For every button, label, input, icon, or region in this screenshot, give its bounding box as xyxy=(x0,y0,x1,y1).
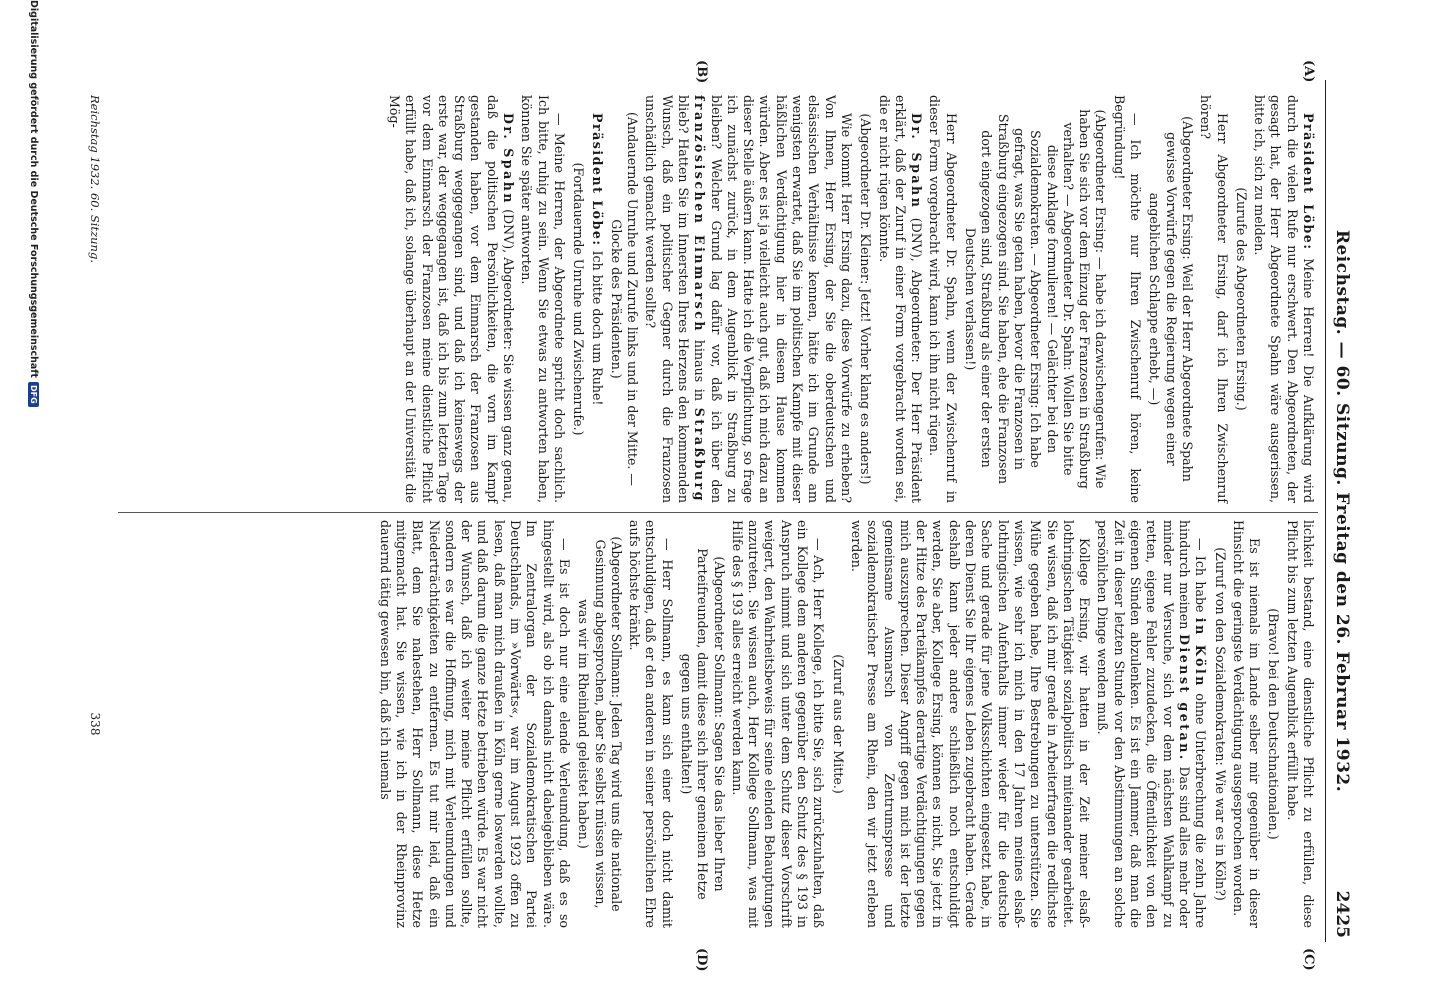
paragraph: Es ist niemals im Lande selber mir gegenüber in dieser Hinsicht die geringste Verdächtigung ausgesprochen worden. xyxy=(1230,520,1263,928)
interjection: (Zuruf von den Sozialdemokraten: Wie war es in Köln?) xyxy=(1212,547,1228,901)
digitization-text: Digitalisierung gefördert durch die Deutsche Forschungsgemeinschaft xyxy=(28,0,39,378)
paragraph xyxy=(386,95,516,503)
interjection: (Andauernde Unruhe und Zurufe links und in der Mitte. — Glocke des Präsidenten.) xyxy=(608,111,641,487)
margin-mark-b: (B) xyxy=(694,60,709,84)
paragraph-text: (DNV), Abgeordneter: Sie wissen ganz genau, daß die politischen Persönlichkeiten, die vorn im Kampf gestanden haben, vor dem Einmarsch der Franzosen aus Straßburg weggegangen sind, und daß ich keineswegs der erste war, der weggegangen ist, daß ich bis zum letzten Tage vor dem Einmarsch der Franzosen meine dienstliche Pflicht erfüllt habe, daß ich, solange überhaupt an der Universität die Mög- xyxy=(386,95,517,503)
paragraph: — Es ist doch nur eine elende Verleumdung, daß es so hingestellt wird, als ob ich damals nicht dabeigeblieben wäre. Im Zentralorgan der Sozialdemokratischen Partei Deutschlands, im »Vorwärts«, war im August 1923 offen zu lesen, daß man mich draußen in Köln gerne loswerden wollte, und daß darum die ganze Hetze betrieben würde. Es war nicht der Wunsch, daß ich weiter meine Pflicht erfüllen sollte, sondern es war die Hoffnung, mich mit Verleumdungen und Niederträchtigkeiten zu entfernen. Es tut mir leid, daß ein Blatt, dem Sie nahestehen, Herr Sollmann, diese Hetze mitgemacht hat. Sie wissen, wie ich in der Rheinprovinz dauernd tätig gewesen bin, daß ich niemals xyxy=(377,520,572,928)
paragraph-text: blieb? Hatten Sie im Innersten Ihres Herzens den kommenden Wunsch, daß ein politischer Gegner durch die Franzosen unschädlich gemacht werden sollte? xyxy=(643,95,692,503)
paragraph xyxy=(1251,95,1316,503)
speaker-name: Dr. Spahn xyxy=(909,113,925,210)
paragraph: Herr Abgeordneter Ersing, darf ich Ihren Zwischenruf hören? xyxy=(1198,95,1230,503)
paragraph: Herr Abgeordneter Dr. Spahn, wenn der Zwischenruf in dieser Form vorgebracht wird, kann ich ihn nicht rügen. xyxy=(927,95,959,503)
interjection: (Abgeordneter Dr. Kleiner: Jetzt! Vorher klang es anders!) xyxy=(858,113,874,485)
paragraph: — Ach, Herr Kollege, ich bitte Sie, sich zurückzuhalten, daß ein Kollege dem anderen gegenüber den Schutz des § 193 in Anspruch nimmt und sich unter dem Schutz dieser Vorschrift weigert, den Wahrheitsbeweis für seine elenden Behauptungen anzutreten. Sie wissen auch, Herr Kollege Sollmann, was mit Hilfe des § 193 alles erreicht werden kann. xyxy=(729,520,827,928)
column-divider xyxy=(118,512,1318,513)
paragraph xyxy=(588,95,604,503)
margin-mark-a: (A) xyxy=(1301,60,1316,83)
margin-mark-d: (D) xyxy=(694,948,709,972)
page-number: 2425 xyxy=(1332,890,1352,938)
emphasis: in Köln xyxy=(1193,617,1209,688)
right-column xyxy=(374,520,1316,928)
paragraph: — Herr Sollmann, es kann sich einer doch nicht damit entschuldigen, daß er den anderen in seiner persönlichen Ehre aufs höchste kränkt. xyxy=(627,520,675,928)
speaker-name: Präsident Löbe: xyxy=(1301,113,1316,251)
paragraph: — Meine Herren, der Abgeordnete spricht doch sachlich. Ich bitte, ruhig zu sein. Wenn Sie etwas zu antworten haben, können Sie später antworten. xyxy=(519,95,567,503)
interjection: (Zuruf aus der Mitte.) xyxy=(830,654,846,794)
emphasis: Dienst getan. xyxy=(1176,634,1192,762)
page-header xyxy=(1325,80,1356,942)
paragraph: Kollege Ersing, wir hatten in der Zeit meiner elsaß-lothringischen Tätigkeit sozialpolitisch miteinander gearbeitet. Sie wissen, daß ich mir gerade in Arbeiterfragen die redlichste Mühe gegeben habe, Ihre Bestrebungen zu unterstützen. Sie wissen, wie sehr ich mich in den 17 Jahren meines elsaß-lothringischen Aufenthalts immer wieder für die deutsche Sache und gerade für jene Volksschichten eingesetzt habe, in deren Dienst Sie Ihr eigenes Leben zugebracht haben. Gerade deshalb kann jeder andere schließlich noch entschuldigt werden, Sie aber, Kollege Ersing, können es nicht, Sie jetzt in der Hitze des Parteikampfes derartige Verdächtigungen gegen mich auszusprechen. Dieser Angriff gegen mich ist der letzte gemeinsame Ausmarsch von Zentrumspresse und sozialdemokratischer Presse am Rhein, den wir jetzt erleben werden. xyxy=(848,520,1093,928)
interjection: (Zurufe des Abgeordneten Ersing.) xyxy=(1233,187,1249,411)
paragraph-text: Ich bitte doch um Ruhe! xyxy=(589,250,605,406)
paragraph-text: (DNV), Abgeordneter: Der Herr Präsident erklärt, daß der Zuruf in einer Form vorgebracht worden sei, die er nicht rügen könnte. xyxy=(876,95,925,503)
emphasis: französischen Einmarsch xyxy=(692,95,708,334)
emphasis: Straßburg xyxy=(692,407,708,503)
interjection: (Fortdauernde Unruhe und Zwischenrufe.) xyxy=(571,162,587,436)
interjection: (Abgeordneter Ersing: — habe ich dazwischengerufen: Wie haben Sie sich vor dem Einzug der Franzosen in Straßburg verhalten? — Abgeordneter Dr. Spahn: Wollen Sie bitte diese Anklage formulieren! — Gelächter bei den Sozialdemokraten. — Abgeordneter Ersing: Ich habe gefragt, was Sie getan haben, bevor die Franzosen in Straßburg eingezogen sind. Sie haben, ehe die Franzosen dort eingezogen sind, Straßburg als einer der ersten Deutschen verlassen!) xyxy=(963,109,1109,489)
margin-mark-c: (C) xyxy=(1301,948,1316,971)
paragraph xyxy=(875,95,924,503)
header-title: Reichstag. — 60. Sitzung. Freitag den 26. Februar 1932. xyxy=(1332,229,1352,793)
paragraph: lichkeit bestand, eine dienstliche Pflicht zu erfüllen, diese Pflicht bis zum letzten Augenblick erfüllt habe. xyxy=(1284,520,1316,928)
paragraph-text: Wie kommt Herr Ersing dazu, diese Vorwürfe zu erheben? Von Ihnen, Herr Ersing, der Sie die oberdeutschen und elsässischen Verhältnisse kennen, hätte ich im Grunde am wenigsten erwartet, daß Sie im politischen Kampfe mit dieser häßlichen Verdächtigung hier in diesem Hause kommen würden. Aber es ist ja vielleicht auch gut, daß ich mich dazu an dieser Stelle äußern kann. Hatte ich die Verpflichtung, so frage ich zunächst zurück, in dem Augenblick in Straßburg zu bleiben? Welcher Grund lag dafür vor, daß ich über den xyxy=(708,95,854,503)
interjection: (Abgeordneter Sollmann: Jeden Tag wird uns die nationale Gesinnung abgesprochen, aber Sie selbst müssen wissen, was wir im Rheinland geleistet haben.) xyxy=(576,536,624,912)
paragraph-text: Meine Herren! Die Aufklärung wird durch die vielen Rufe nur erschwert. Den Abgeordneten, der gesagt hat, der Herr Abgeordnete Spahn wäre ausgerissen, bitte ich, sich zu melden. xyxy=(1252,95,1316,503)
interjection: (Abgeordneter Sollmann: Sagen Sie das lieber Ihren Parteifreunden, damit diese sich ihrer gemeinen Hetze gegen uns enthalten!) xyxy=(679,548,727,900)
interjection: (Bravo! bei den Deutschnationalen.) xyxy=(1266,608,1282,840)
dfg-logo: DFG xyxy=(28,382,39,407)
paragraph: — Ich möchte nur Ihren Zwischenruf hören, keine Begründung! xyxy=(1111,95,1144,503)
interjection: (Abgeordneter Ersing: Weil der Herr Abgeordnete Spahn gewisse Vorwürfe gegen die Regierung wegen einer angeblichen Schlappe erhebt, —) xyxy=(1147,116,1195,482)
paragraph-text: ohne Unterbrechung die zehn Jahre hindurch meinen xyxy=(1176,520,1209,928)
speaker-name: Dr. Spahn xyxy=(501,113,517,206)
paragraph xyxy=(642,95,854,503)
footer-number: 338 xyxy=(88,712,102,736)
speaker-name: Präsident Löbe: xyxy=(589,113,605,247)
digitization-notice xyxy=(28,0,39,407)
footer-session: Reichstag 1932. 60. Sitzung. xyxy=(88,95,102,263)
left-column xyxy=(384,95,1316,503)
paragraph-text: Das sind alles mehr oder minder nur Versuche, sich vor dem nächsten Wahlkampf zu retten, eigene Fehler zuzudecken, die Öffentlichkeit von den eigenen Sünden abzulenken. Es ist ein Jammer, daß man die Zeit in dieser letzten Stunde vor den Abstimmungen an solche persönlichen Dinge wenden muß. xyxy=(1095,520,1192,928)
paragraph-text: — Ich habe xyxy=(1193,538,1209,613)
paragraph xyxy=(1094,520,1208,928)
paragraph-text: hinaus in xyxy=(692,339,708,402)
